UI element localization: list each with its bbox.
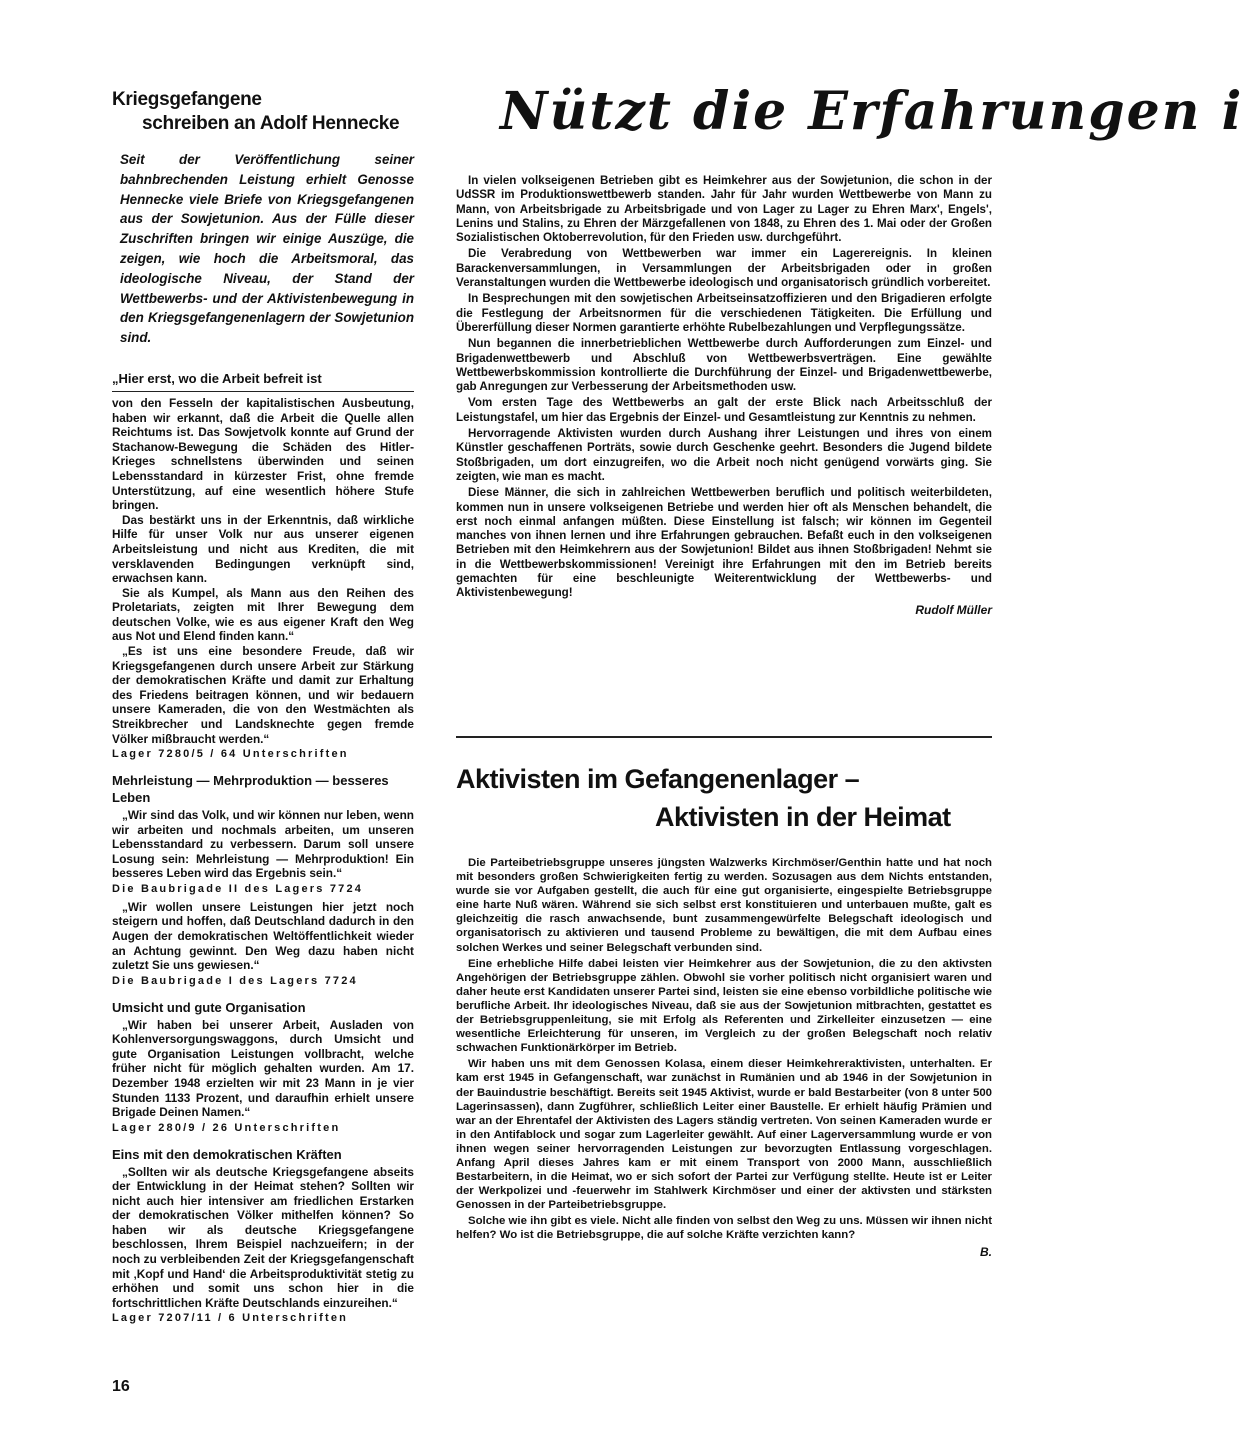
article1-headline: Nützt die Erfahrungen i — [500, 81, 1243, 142]
left-column — [112, 88, 414, 1329]
article-paragraph: Vom ersten Tage des Wettbewerbs an galt der erste Blick nach Arbeitsschluß der Leistungstafel, um hier das Ergebnis der Einzel- und Gesamtleistung zur Kenntnis zu nehmen. — [456, 396, 992, 424]
left-title — [112, 88, 414, 136]
article1-body — [456, 174, 992, 617]
letter-paragraph: „Wir sind das Volk, und wir können nur leben, wenn wir arbeiten und nochmals arbeiten, um unseren Lebensstandard zu verbessern. Darum soll unsere Losung sein: Mehrleistung — Mehrproduktion! Ein besseres Leben wird das Ergebnis sein.“ — [112, 808, 414, 881]
article-paragraph: Eine erhebliche Hilfe dabei leisten vier Heimkehrer aus der Sowjetunion, die zu den aktivsten Angehörigen der Betriebsgruppe zählen. Obwohl sie vorher politisch nicht organisiert waren und daher heute erst Kandidaten unserer Partei sind, leisten sie eine ebenso vorbildliche politische wie berufliche Arbeit. Ihr ideologisches Niveau, daß sie aus der Sowjetunion mitbrachten, gestattet es der Betriebsgruppenleitung, sie mit Erfolg als Referenten und Zirkelleiter einzusetzen — eine wesentliche Erleichterung für unseren, im Vergleich zu der großen Belegschaft noch relativ schwachen Funktionärkörper im Betrieb. — [456, 957, 992, 1055]
letter-paragraph: „Wir wollen unsere Leistungen hier jetzt noch steigern und hoffen, daß Deutschland dadurch in den Augen der demokratischen Weltöffentlichkeit wieder an Achtung gewinnt. Den Weg dazu haben nicht zuletzt Sie uns gewiesen.“ — [112, 899, 414, 973]
article-paragraph: In Besprechungen mit den sowjetischen Arbeitseinsatzoffizieren und den Brigadieren erfolgte die Festlegung der Arbeitsnormen für die verschiedenen Tätigkeiten. Die Erfüllung und Übererfüllung dieser Normen garantierte erhöhte Rubelbezahlungen und Verpflegungssätze. — [456, 292, 992, 334]
letter-signature: Lager 7207/11 / 6 Unterschriften — [112, 1312, 349, 1325]
article-paragraph: Wir haben uns mit dem Genossen Kolasa, einem dieser Heimkehreraktivisten, unterhalten. Er kam erst 1945 in Gefangenschaft, war zunächst in Rumänien und ab 1946 in der Sowjetunion in der Bauindustrie beschäftigt. Bereits seit 1945 Aktivist, wurde er bald Bestarbeiter (von 8 unter 500 Lagerinsassen), dann Zugführer, schließlich Leiter einer Baustelle. Er erhielt häufig Prämien und war an der Ehrentafel der Aktivisten des Lagers ständig vertreten. Von seinen Kameraden wurde er in den Antifablock und sogar zum Lagerleiter gewählt. Auf einer Lagerversammlung wurde er von ihnen wegen seiner hervorragenden Leistungen zur bevorzugten Entlassung vorgeschlagen. Anfang April dieses Jahres kam er mit einem Transport von 2000 Mann, ausschließlich Bestarbeitern, in die Heimat, wo er sich sofort der Partei zur Verfügung stellte. Heute ist er Leiter der Werkpolizei und -feuerwehr im Stahlwerk Kirchmöser und einer der aktivsten und stärksten Genossen in der Parteibetriebsgruppe. — [456, 1058, 992, 1212]
section-heading: Umsicht und gute Organisation — [112, 999, 306, 1015]
article-author: Rudolf Müller — [915, 602, 992, 617]
left-intro: Seit der Veröffentlichung seiner bahnbrechenden Leistung erhielt Genosse Hennecke viele Briefe von Kriegsgefangenen aus der Sowjetunion. Aus der Fülle dieser Zuschriften bringen wir einige Auszüge, die zeigen, wie hoch die Arbeitsmoral, das ideologische Niveau, der Stand der Wettbewerbs- und der Aktivistenbewegung in den Kriegsgefangenenlagern der Sowjetunion sind. — [120, 152, 414, 346]
letter-paragraph: „Sollten wir als deutsche Kriegsgefangene abseits der Entwicklung in der Heimat stehen? Sollten wir nicht auch hier intensiver am friedlichen Erstarken der demokratischen Völker mithelfen können? So haben wir als deutsche Kriegsgefangene beschlossen, Ihrem Beispiel nachzueifern; in der noch zu verbleibenden Zeit der Kriegsgefangenschaft mit ‚Kopf und Hand‘ die Arbeitsproduktivität stetig zu erhöhen und somit uns schon hier in die fortschrittlichen Kräfte Deutschlands einzureihen.“ — [112, 1164, 414, 1310]
left-title-line1: Kriegsgefangene — [112, 89, 262, 110]
letter-paragraph: von den Fesseln der kapitalistischen Ausbeutung, haben wir erkannt, daß die Arbeit die Quelle allen Reichtums ist. Das Sowjetvolk konnte auf Grund der Stachanow-Bewegung die Schäden des Hitler-Krieges schnellstens überwinden und seinen Lebensstandard in kürzester Frist, ohne fremde Unterstützung, auf eine wesentlich höhere Stufe bringen. — [112, 395, 414, 513]
section-heading: „Hier erst, wo die Arbeit befreit ist — [112, 370, 414, 392]
letter-signature: Die Baubrigade II des Lagers 7724 — [112, 882, 364, 895]
page-number: 16 — [112, 1378, 130, 1395]
section-heading: Eins mit den demokratischen Kräften — [112, 1146, 342, 1162]
article-paragraph: Die Verabredung von Wettbewerben war immer ein Lagerereignis. In kleinen Barackenversammlungen, in Versammlungen der Arbeitsbrigaden oder in großen Veranstaltungen wurden die Wettbewerbe ideologisch und organisatorisch gründlich vorbereitet. — [456, 247, 992, 290]
letter-signature: Die Baubrigade I des Lagers 7724 — [112, 974, 358, 987]
letter-paragraph: „Wir haben bei unserer Arbeit, Ausladen von Kohlenversorgungswaggons, durch Umsicht und gute Organisation Leistungen vollbracht, welche früher nicht für möglich gehalten wurden. Am 17. Dezember 1948 erzielten wir mit 23 Mann in je vier Stunden 1133 Prozent, und daraufhin erhielt unsere Brigade Deinen Namen.“ — [112, 1017, 414, 1120]
article-paragraph: Solche wie ihn gibt es viele. Nicht alle finden von selbst den Weg zu uns. Müssen wir ihnen nicht helfen? Wo ist die Betriebsgruppe, die auf solche Kräfte verzichten kann? — [456, 1215, 992, 1242]
article2-body — [456, 856, 992, 1259]
article-paragraph: Die Parteibetriebsgruppe unseres jüngsten Walzwerks Kirchmöser/Genthin hatte und hat noch mit besonders großen Schwierigkeiten fertig zu werden. Sozusagen aus dem Nichts entstanden, wurde sie vor Aufgaben gestellt, die auch für eine gut organisierte, eingespielte Betriebsgruppe eine harte Nuß wären. Während sie sich selbst erst konstituieren und unterbauen mußte, galt es gleichzeitig die rasch anwachsende, bunt zusammengewürfelte Belegschaft ideologisch und organisatorisch zu aktivieren und tausend Probleme zu bewältigen, die mit dem Aufbau eines solchen Werkes und seiner Belegschaft verbunden sind. — [456, 857, 992, 954]
letter-signature: Lager 280/9 / 26 Unterschriften — [112, 1121, 341, 1134]
article2-headline-line1: Aktivisten im Gefangenenlager – — [456, 764, 860, 794]
article-initial: B. — [980, 1244, 992, 1259]
section-heading: Mehrleistung — Mehrproduktion — besseres Leben — [112, 773, 389, 806]
article2-headline-line2: Aktivisten in der Heimat — [655, 802, 951, 832]
article-paragraph: Nun begannen die innerbetrieblichen Wettbewerbe durch Aufforderungen zum Einzel- und Brigadenwettbewerb und Abschluß von Wettbewerbsverträgen. Eine gewählte Wettbewerbskommission kontrollierte die Durchführung der Einzel- und Brigadenwettbewerbe, gab Anregungen zur Verbesserung der Arbeitsmethoden usw. — [456, 337, 992, 394]
divider-rule — [456, 736, 992, 738]
article-paragraph: In vielen volkseigenen Betrieben gibt es Heimkehrer aus der Sowjetunion, die schon in der UdSSR im Produktionswettbewerb standen. Jahr für Jahr wurden Wettbewerbe von Mann zu Mann, von Arbeitsbrigade zu Arbeitsbrigade und von Lager zu Lager zu Ehren Marx', Engels', Lenins und Stalins, zu Ehren der Märzgefallenen von 1848, zu Ehren des 1. Mai oder der Großen Sozialistischen Oktoberrevolution, für den Frieden usw. durchgeführt. — [456, 174, 992, 245]
left-title-line2: schreiben an Adolf Hennecke — [142, 113, 400, 134]
letter-paragraph: Sie als Kumpel, als Mann aus den Reihen des Proletariats, zeigten mit Ihrer Bewegung dem deutschen Volke, wie es aus eigener Kraft den Weg aus Not und Elend finden kann.“ — [112, 585, 414, 644]
article-paragraph: Hervorragende Aktivisten wurden durch Aushang ihrer Leistungen und ihres von einem Künstler geschaffenen Porträts, sowie durch Geschenke geehrt. Besonders die Jugend bildete Stoßbrigaden, um dort einzugreifen, wo die Arbeit noch nicht genügend vorwärts ging. Sie zeigten, wie man es macht. — [456, 427, 992, 483]
letter-signature: Lager 7280/5 / 64 Unterschriften — [112, 748, 349, 761]
letter-paragraph: „Es ist uns eine besondere Freude, daß wir Kriegsgefangenen durch unsere Arbeit zur Stärkung der demokratischen Kräfte und damit zur Erhaltung des Friedens beitragen können, und wir bedauern unsere Kameraden, die von den Westmächten als Streikbrecher und Landsknechte gegen fremde Völker mißbraucht werden.“ — [112, 644, 414, 746]
article-paragraph: Diese Männer, die sich in zahlreichen Wettbewerben beruflich und politisch weiterbildeten, kommen nun in unsere volkseigenen Betriebe und werden hier oft als Menschen behandelt, die erst noch einmal anfangen müßten. Diese Einstellung ist falsch; wir können im Gegenteil manches von ihnen lernen und ihre Erfahrungen gebrauchen. Befaßt euch in den volkseigenen Betrieben mit den Heimkehrern aus der Sowjetunion! Bildet aus ihnen Stoßbrigaden! Nehmt sie in die Wettbewerbskommissionen! Vereinigt ihre Erfahrungen mit den im Betrieb bereits gemachten für eine beschleunigte Weiterentwicklung der Wettbewerbs- und Aktivistenbewegung! — [456, 486, 992, 600]
letter-paragraph: Das bestärkt uns in der Erkenntnis, daß wirkliche Hilfe für unser Volk nur aus unserer eigenen Arbeitsleistung und nicht aus Krediten, die mit versklavenden Bedingungen verknüpft sind, erwachsen kann. — [112, 512, 414, 586]
